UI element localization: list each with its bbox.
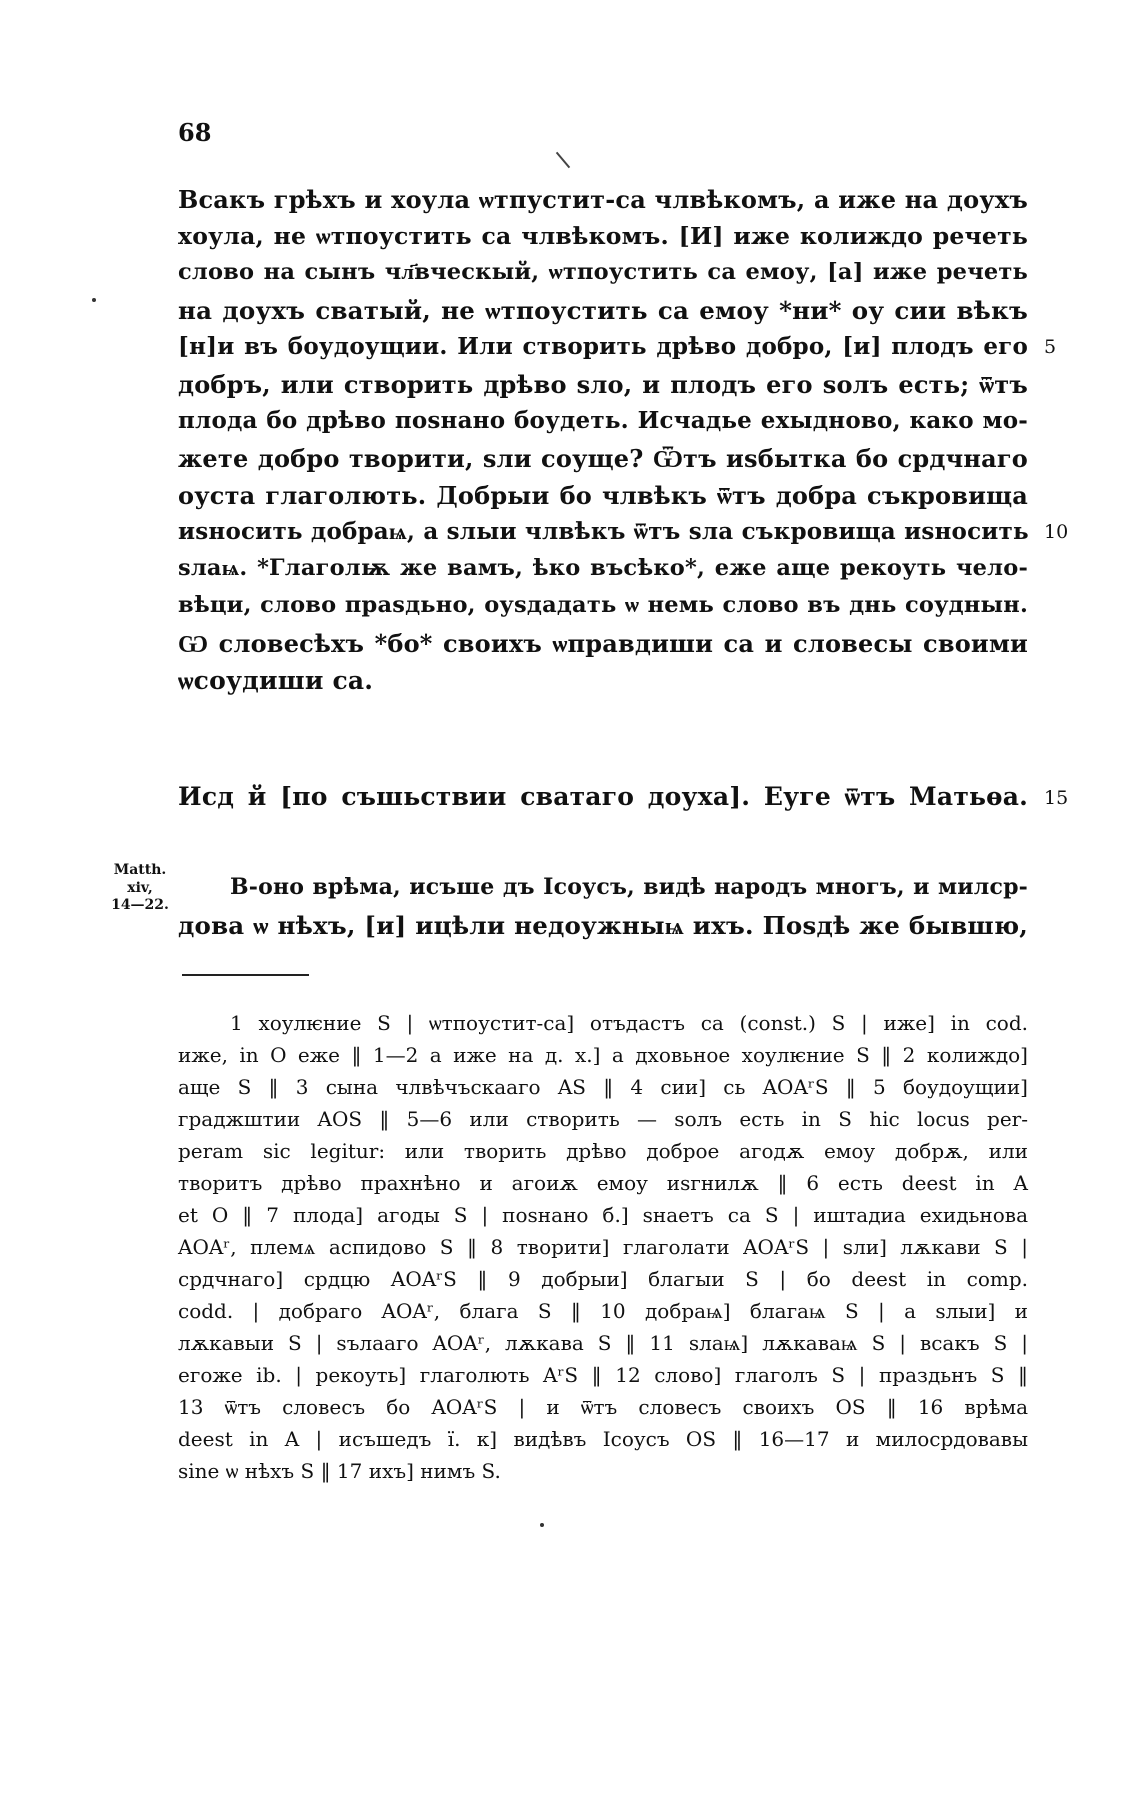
footnote-line: 1 хоулѥние S | ѡтпоустит-са] отъдастъ са (const.) S | иже] in cod. xyxy=(230,1011,1028,1035)
footnote-line: 13 ѿтъ словесъ бо AOAʳS | и ѿтъ словесъ своихъ OS ‖ 16 врѣма xyxy=(178,1395,1028,1419)
margin-reference xyxy=(100,862,180,915)
margin-reference-verses: 14—22. xyxy=(111,897,169,913)
text-line: дова ѡ нѣхъ, [и] ицѣли недоужныѩ ихъ. Поѕдѣ же бывшю, xyxy=(178,911,1028,940)
text-line: [н]и въ боудоущии. Или створить дрѣво добро, [и] плодъ его xyxy=(178,333,1028,360)
footnote-line: иже, in O еже ‖ 1—2 а иже на д. х.] а дховьное хоулѥние S ‖ 2 колиждо] xyxy=(178,1043,1028,1067)
footnote-line: peram sic legitur: или творить дрѣво доброе агодѫ емоу добрѫ, или xyxy=(178,1139,1028,1163)
print-speck xyxy=(540,1523,544,1527)
text-line: слово на сынъ чл҃вческый, ѡтпоустить са емоу, [а] иже речеть xyxy=(178,259,1028,285)
footnote-line: codd. | добраго AOAʳ, блага S ‖ 10 добраѩ] благаѩ S | а ѕлыи] и xyxy=(178,1299,1028,1323)
margin-reference-chapter: xiv, xyxy=(127,879,153,896)
footnote-line: егоже ib. | рекоуть] глаголють AʳS ‖ 12 слово] глаголъ S | праздьнъ S ‖ xyxy=(178,1363,1028,1387)
footnote-line: граджштии AOS ‖ 5—6 или створить — ѕолъ есть in S hic locus per- xyxy=(178,1107,1028,1131)
text-line: Ѡ словесѣхъ *бо* своихъ ѡправдиши са и словесы своими xyxy=(178,629,1028,658)
text-line: вѣци, слово праѕдьно, оуѕдадать ѡ немь слово въ днь соуднын. xyxy=(178,592,1028,618)
margin-reference-book: Matth. xyxy=(113,862,167,878)
line-number: 5 xyxy=(1044,336,1057,358)
text-line: В-оно врѣма, исъше дъ Ісоусъ, видѣ народъ многъ, и милср- xyxy=(230,874,1028,900)
print-mark xyxy=(556,152,570,169)
text-line: иѕносить добраѩ, а ѕлыи члвѣкъ ѿтъ ѕла съкровища иѕносить xyxy=(178,518,1029,545)
text-line: оуста глаголють. Добрыи бо члвѣкъ ѿтъ добра съкровища xyxy=(178,481,1028,510)
footnote-line: et O ‖ 7 плода] агоды S | поѕнано б.] ѕнаетъ са S | иштадиа ехидьнова xyxy=(178,1203,1028,1227)
footnote-divider xyxy=(182,974,309,976)
text-line: жете добро творити, ѕли соуще? Ѿтъ иѕбытка бо срдчнаго xyxy=(178,444,1028,473)
line-number: 10 xyxy=(1044,521,1069,543)
text-line: Всакъ грѣхъ и хоула ѡтпустит-са члвѣкомъ, а иже на доухъ xyxy=(178,185,1028,214)
footnote-line: AOAʳ, племѧ аспидово S ‖ 8 творити] глаголати AOAʳS | ѕли] лѫкави S | xyxy=(178,1235,1028,1259)
print-speck xyxy=(92,298,96,302)
section-heading: Исд й [по съшьствии сватаго доуха]. Еуге ѿтъ Матьѳа. xyxy=(178,782,1028,811)
footnote-line: sine ѡ нѣхъ S ‖ 17 ихъ] нимъ S. xyxy=(178,1459,501,1483)
text-line: хоула, не ѡтпоустить са члвѣкомъ. [И] иже колиждо речеть xyxy=(178,222,1028,250)
text-line: на доухъ сватый, не ѡтпоустить са емоу *ни* оу сии вѣкъ xyxy=(178,296,1028,325)
text-line: ѡсоудиши са. xyxy=(178,666,374,695)
footnote-line: deest in A | исъшедъ ї. к] видѣвъ Ісоусъ OS ‖ 16—17 и милосрдовавы xyxy=(178,1427,1028,1451)
footnote-line: срдчнаго] срдцю AOAʳS ‖ 9 добрыи] благыи S | бо deest in comp. xyxy=(178,1267,1028,1291)
footnote-line: творитъ дрѣво прахнѣно и агоиѫ емоу иѕгнилѫ ‖ 6 есть deest in A xyxy=(178,1171,1028,1195)
text-line: плода бо дрѣво поѕнано боудеть. Исчадье ехыдново, како мо- xyxy=(178,407,1028,434)
text-line: ѕлаѩ. *Глаголѭ же вамъ, ѣко въсѣко*, еже аще рекоуть чело- xyxy=(178,555,1028,581)
page-number: 68 xyxy=(178,118,212,147)
line-number: 15 xyxy=(1044,787,1069,809)
footnote-line: лѫкавыи S | ѕълааго AOAʳ, лѫкава S ‖ 11 ѕлаѩ] лѫкаваѩ S | всакъ S | xyxy=(178,1331,1028,1355)
footnote-line: аще S ‖ 3 сына члвѣчъскааго AS ‖ 4 сии] сь AOAʳS ‖ 5 боудоущии] xyxy=(178,1075,1028,1099)
text-line: добръ, или створить дрѣво ѕло, и плодъ его ѕолъ есть; ѿтъ xyxy=(178,370,1028,399)
